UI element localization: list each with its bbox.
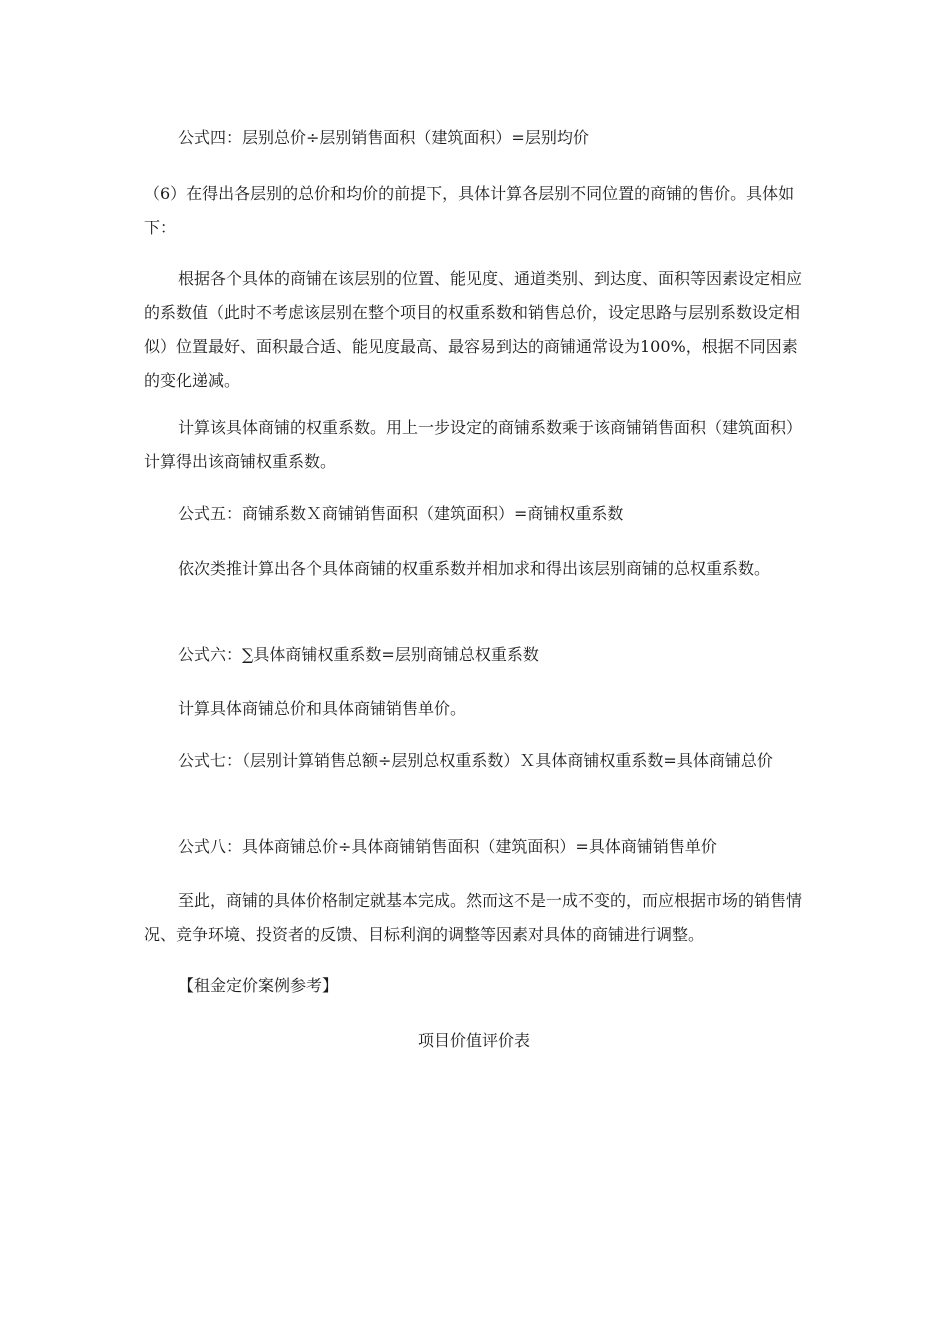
formula-five: 公式五：商铺系数Ｘ商铺销售面积（建筑面积）=商铺权重系数	[178, 504, 624, 523]
formula-eight: 公式八：具体商铺总价÷具体商铺销售面积（建筑面积）=具体商铺销售单价	[178, 837, 717, 856]
weight-calc-paragraph: 计算该具体商铺的权重系数。用上一步设定的商铺系数乘于该商铺销售面积（建筑面积）计算得出该商铺权重系数。	[144, 418, 803, 471]
coefficient-paragraph: 根据各个具体的商铺在该层别的位置、能见度、通道类别、到达度、面积等因素设定相应的系数值（此时不考虑该层别在整个项目的权重系数和销售总价，设定思路与层别系数设定相似）位置最好、面积最合适、能见度最高、最容易到达的商铺通常设为100%，根据不同因素的变化递减。	[144, 269, 803, 390]
unit-price-paragraph: 计算具体商铺总价和具体商铺销售单价。	[178, 699, 467, 718]
rent-case-heading: 【租金定价案例参考】	[178, 976, 339, 995]
formula-six: 公式六：∑具体商铺权重系数=层别商铺总权重系数	[178, 645, 539, 664]
formula-four: 公式四：层别总价÷层别销售面积（建筑面积）=层别均价	[178, 128, 589, 147]
step-six-paragraph: （6）在得出各层别的总价和均价的前提下，具体计算各层别不同位置的商铺的售价。具体如下：	[144, 184, 795, 237]
formula-seven: 公式七：（层别计算销售总额÷层别总权重系数）Ｘ具体商铺权重系数=具体商铺总价	[178, 751, 773, 770]
table-title: 项目价值评价表	[417, 1031, 530, 1050]
sum-weight-paragraph: 依次类推计算出各个具体商铺的权重系数并相加求和得出该层别商铺的总权重系数。	[178, 559, 771, 578]
conclusion-paragraph: 至此，商铺的具体价格制定就基本完成。然而这不是一成不变的，而应根据市场的销售情况、竞争环境、投资者的反馈、目标利润的调整等因素对具体的商铺进行调整。	[144, 891, 803, 944]
